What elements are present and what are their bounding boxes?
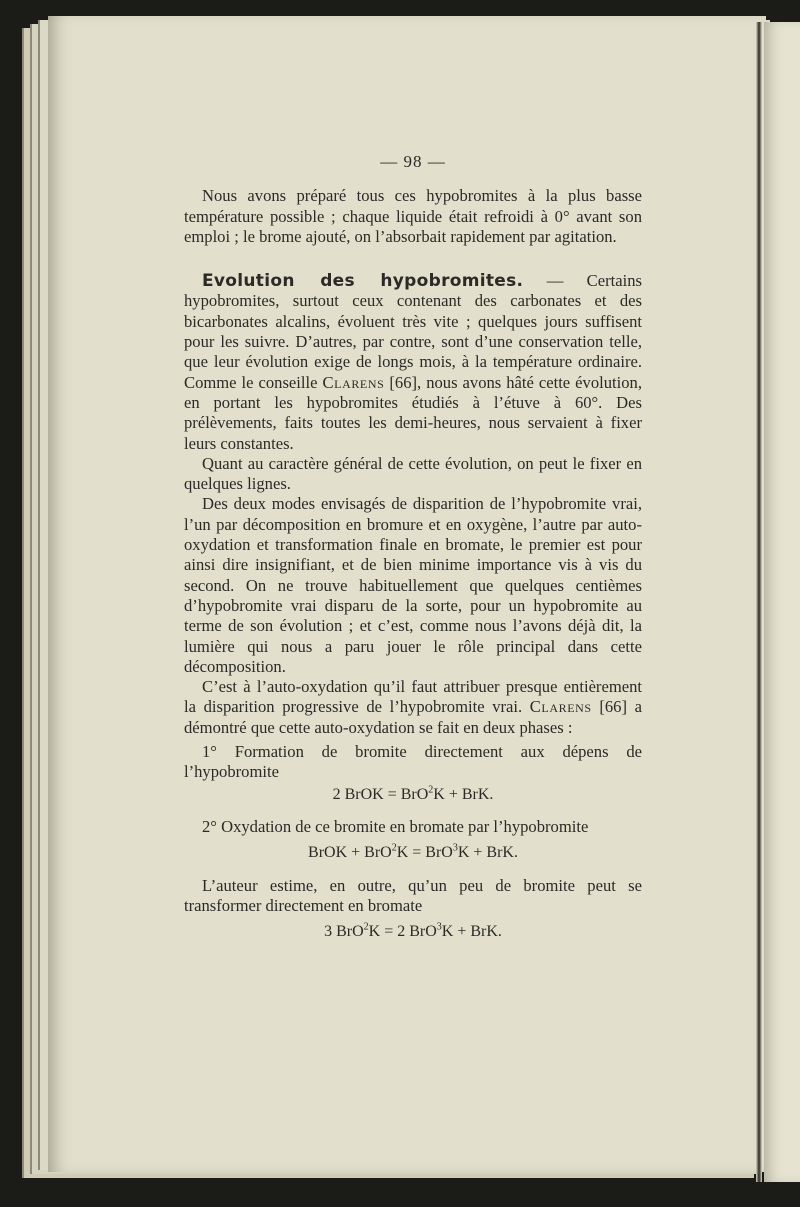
author-name: Clarens xyxy=(529,697,592,717)
author-name: Clarens xyxy=(322,372,385,392)
formula-superscript: 3 xyxy=(452,842,458,854)
paragraph-text: [66], nous avons hâté cette évolution, en portant les hypobromites étudiés à l’étuve à 60°. Des prélèvements, faits toutes les demi-heures, nous servaient à fixer leurs constantes. xyxy=(184,372,642,453)
formula-part: K = 2 BrO xyxy=(368,923,437,941)
paragraph xyxy=(184,271,642,454)
section-heading: Evolution des hypobromites. xyxy=(202,271,524,292)
formula-part: K = BrO xyxy=(396,844,453,862)
formula-bromite xyxy=(184,785,642,805)
paragraph: L’auteur estime, en outre, qu’un peu de bromite peut se transformer directement en bromate xyxy=(184,875,642,915)
formula-part: K + BrK. xyxy=(433,785,494,803)
paragraph: Quant au caractère général de cette évolution, on peut le fixer en quelques lignes. xyxy=(184,453,642,494)
formula-part: 2 BrOK = BrO xyxy=(332,785,429,803)
step-one: 1° Formation de bromite directement aux dépens de l’hypobromite xyxy=(184,742,642,782)
formula-part: K + BrK. xyxy=(457,844,518,862)
paragraph-text: [66] a démontré que cette auto-oxydation se fait en deux phases : xyxy=(184,697,642,737)
formula-part: K + BrK. xyxy=(441,923,502,941)
page-number: — 98 — xyxy=(380,152,446,171)
formula-superscript: 2 xyxy=(428,784,434,796)
formula-part: 3 BrO xyxy=(324,923,364,941)
step-two: 2° Oxydation de ce bromite en bromate par l’hypobromite xyxy=(202,816,589,836)
formula-superscript: 2 xyxy=(391,842,397,854)
formula-superscript: 2 xyxy=(363,921,369,933)
page-text xyxy=(184,152,642,954)
facing-page-edge xyxy=(764,22,800,1182)
formula-direct xyxy=(184,922,642,942)
paragraph xyxy=(184,677,642,738)
formula-part: BrOK + BrO xyxy=(308,844,392,862)
paragraph: Nous avons préparé tous ces hypobromites à la plus basse température possible ; chaque liquide était refroidi à 0° avant son emploi ; le brome ajouté, on l’absorbait rapidement par agitation. xyxy=(184,186,642,246)
paragraph-text: C’est à l’auto-oxydation qu’il faut attribuer presque entièrement la disparition progressive de l’hypobromite vrai. xyxy=(184,677,642,717)
formula-superscript: 3 xyxy=(436,921,442,933)
paragraph: Des deux modes envisagés de disparition de l’hypobromite vrai, l’un par décomposition en bromure et en oxygène, l’autre par auto-oxydation et transformation finale en bromate, le premier est pour ainsi dire insignifiant, et de bien minime importance vis à vis du second. On ne trouve habituellement que quelques centièmes d’hypobromite vrai disparu de la sorte, pour un hypobromite au terme de son évolution ; et c’est, comme nous l’avons déjà dit, la lumière qui nous a paru jouer le rôle principal dans cette décomposition. xyxy=(184,494,642,676)
paragraph-text: — Certains hypobromites, surtout ceux contenant des carbonates et des bicarbonates alcalins, évoluent très vite ; quelques jours suffisent pour les suivre. D’autres, par contre, sont d’une conservation telle, que leur évolution exige de longs mois, à la température ordinaire. Comme le conseille xyxy=(184,271,642,392)
formula-bromate xyxy=(184,843,642,863)
book-gutter xyxy=(756,22,762,1182)
